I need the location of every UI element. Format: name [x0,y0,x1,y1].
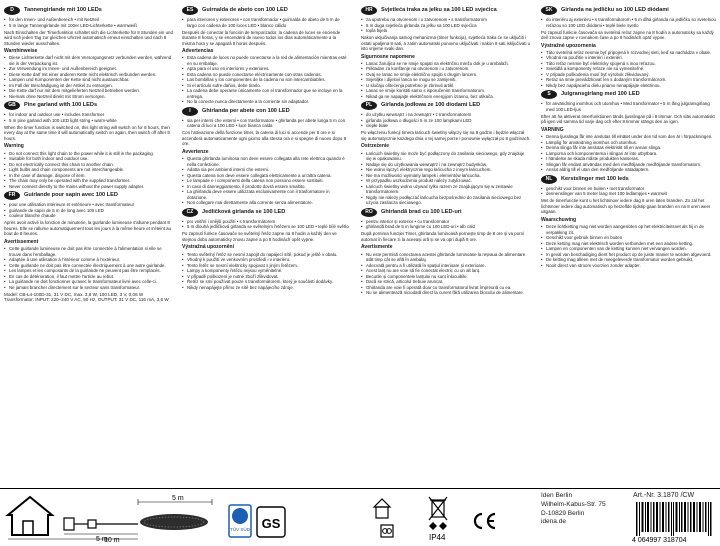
list-item: • Dacă se strică, articolul trebuie aruncat. [361,279,531,285]
indoor-outdoor-icon [372,496,392,520]
weee-bin-icon [428,496,448,522]
warnings-pl [361,151,531,206]
list-item: • Denna ljusslinga får inte anslutas till elnätet under den tid som den är i förpackningen. [541,134,716,140]
section-header-fr [4,191,174,200]
adapter-icon [64,518,96,530]
list-item: • Die Kette darf nur mit dem mitgelieferten Netzteil betrieben werden. [4,88,174,94]
list-item: • für den Innen- und Außenbereich • mit Netzteil [4,17,174,23]
ip44-rating-icon [426,522,452,542]
section-title-nl: Kerstslinger met 100 leds [561,175,629,182]
pine-garland-icon [140,514,208,530]
transformer-line: Transformator: INPUT: 220–240 V AC, 50 Hz, OUTPUT: 31 V DC, 116 mA, 3,6 W [4,297,169,303]
list-item: • Adaptée à une utilisation à l'intérieur comme à l'extérieur. [4,257,174,263]
list-item: • V případě poškození je nutné zboží zlikvidovat. [182,274,350,280]
warning-title-ro: Avertismente [361,244,393,251]
list-item: • La guirlande ne doit fonctionner qu'avec le transformateur livré avec celle-ci. [4,279,174,285]
lang-badge-de: D [4,6,20,15]
bullets-pl [361,112,531,129]
list-item: • för användning inomhus och utomhus • Med transformator • 5 m lång julgransgirlang med 100 LED-ljus [541,101,716,112]
list-item: • In geval van beschadiging dient het product op de juiste manier te worden afgevoerd. [541,252,716,258]
list-item: • Acest lanț nu are voie să fie conectat electric cu un alt lanț. [361,268,531,274]
list-item: • Cette guirlande lumineuse ne doit pas être connectée à l'alimentation si elle se trouve dans l'emballage. [4,246,174,257]
section-title-ro: Ghirlandă brad cu 100 LED-uri [381,208,462,215]
list-item: • Le lampade e i componenti della catena non possono essere sostituiti. [182,178,350,184]
list-item: • Questa catena non deve essere collegata elettricamente a un'altra catena. [182,173,350,179]
list-item: • Vhodný k použití ve venkovním prostředí i v interiéru. [182,257,350,263]
list-item: • Ghirlanda are voie fi operată doar cu transformatorul livrat împreună cu ea. [361,285,531,291]
lang-badge-cz: CZ [182,208,198,217]
list-item: • In caso di danneggiamento, il prodotto dovrà essere smaltito. [182,184,350,190]
bullets-cz [182,219,350,230]
gs-label: GS [261,516,281,531]
list-item: • Cette guirlande ne doit pas être connectée électriquement à une autre guirlande. [4,263,174,269]
address-street: Wilhelm-Kabus-Str. 75 [541,500,606,508]
column-3 [361,4,531,297]
list-item: • V prípade poškodenia musí byť výrobok zlikvidovaný. [541,72,716,78]
tuv-label: TÜV SÜD [230,527,250,532]
list-item: • do użytku wewnątrz i na zewnątrz • z transformatorem [361,112,531,118]
ce-mark-icon [470,512,498,530]
company-address [541,492,606,527]
list-item: • Suitable for both indoor and outdoor use. [4,156,174,162]
list-item: • para interiores y exteriores • con transformador • guirnalda de abeto de 5 m de largo con cadena de 100 luces LED • blanco cálido [182,17,350,28]
bullets-se [541,101,716,112]
list-item: • Questa ghirlanda luminosa non deve essere collegata alla rete elettrica quando è nella confezione. [182,156,350,167]
bullets-ro [361,219,531,230]
list-item: • I händelse av skada måste produkten kasseras. [541,156,716,162]
list-item: • In the case of damage, dispose of item. [4,173,174,179]
warnings-fr [4,246,174,290]
bullets-fr [4,202,174,219]
dimension-label-5m-bottom: 5 m [96,536,108,543]
warnings-it [182,156,350,206]
section-header-se [541,90,716,99]
list-item: • Svietidlá a komponenty reťaze nie sú vymeniteľné. [541,66,716,72]
list-item: • couleur blanche chaude [4,213,174,219]
section-header-sk [541,6,716,15]
list-item: • Esta cadena de luces no puede conectarse a la red de alimentación mientras esté en su embalaje. [182,55,350,66]
warning-title-nl: Waarschuwing [541,216,577,223]
warning-title-cz: Výstražná upozornění [182,244,234,251]
address-city: D-10829 Berlin [541,509,585,517]
list-item: • Nikdy nenapájejte přímo ze sítě bez napájecího zdroje. [182,285,350,291]
list-item: • Deze lichtketting mag niet worden aangesloten op het elektriciteitsnet als hij in de verpakking zit. [541,224,716,235]
list-item: • Řetěz se smí používat pouze s transformátorem, který je součástí dodávky. [182,279,350,285]
lang-badge-hr: HR [361,6,377,15]
bullets-es [182,17,350,28]
list-item: • Lämplig för användning inomhus och utomhus. [541,140,716,146]
list-item: • Light bulbs and chain components are not interchangeable. [4,167,174,173]
list-item: • Slingan får endast användas med den medföljande medföljande transformatorn. [541,162,716,168]
section-header-ro [361,208,531,217]
bottom-divider [0,488,720,489]
bullets-it [182,118,350,129]
section-title-cz: Jedličková girlanda se 100 LED [202,208,286,215]
section-header-de [4,6,174,15]
warning-title-es: Advertencias [182,48,214,55]
warning-title-hr: Sigurnosne napomene [361,53,415,60]
timer-text-pl: Po włączeniu funkcji timera łańcuch świetlny włączy się na 8 godzin i będzie włączał się automatycznie każdego dnia o tej samej porze i ponownie wyłączał po 8 godzinach. [361,130,531,141]
warning-title-fr: Avertissement [4,238,39,245]
list-item: • Nikad ga ne napajajte električnom energijom izravno, bez utikača. [361,94,531,100]
list-item: • Diese Kette darf mit einer anderen Kette nicht elektrisch verbunden werden. [4,72,174,78]
list-item: • Nie wolno łączyć elektrycznie tego łańcucha z innym łańcuchem. [361,167,531,173]
list-item: • Do not connect this light chain to the power while it is still in the packaging. [4,151,174,157]
list-item: • za upotrebu na otvorenom i u zatvorenom • s transformatorom [361,17,531,23]
list-item: • Prikladan za korištenje na otvorenom i u zatvorenom. [361,66,531,72]
warnings-sk [541,50,716,89]
timer-text-gb: When the timer function is switched on, this light string will switch on for 8 hours, then every day at the same time it will automatically switch on again, then switch off after 8 hours. [4,124,170,141]
column-4 [541,4,716,270]
lang-badge-nl: NL [541,175,557,184]
model-info [4,292,174,303]
section-title-fr: Guirlande pour sapin avec 100 LED [24,192,118,199]
wiring-diagram [4,491,216,543]
lang-badge-gb: GB [4,101,20,110]
section-title-es: Guirnalda de abeto con 100 LED [202,7,288,13]
list-item: • topla bijela [361,28,531,34]
section-title-se: Julgransgirlang med 100 LED [561,91,640,98]
list-item: • 5 m dlouhá jedličková girlanda se světelným řetězem se 100 LED • teplé bílé světlo [182,224,350,230]
warning-title-it: Avvertenze [182,148,209,155]
address-company: Iden Berlin [541,492,573,499]
list-item: • geschikt voor binnen en buiten • met transformator [541,186,716,192]
lang-badge-sk: SK [541,6,557,15]
timer-text-cz: Po zapnutí funkce časovače se světelný řetěz zapne na 8 hodin a každý den ve stejnou dobu automaticky znovu zapne a po 8 hodinách opět vypne. [182,231,337,242]
article-number: Art.-Nr. 3.1870 /CW [633,492,695,499]
timer-text-fr: Après avoir activé la fonction de minuterie, la guirlande lumineuse s'allume pendant 8 heures. Elle se rallume automatiquement tous les jours à la même heure et s'éteint au bout de 8 heures. [4,220,172,237]
timer-text-nl: Met de timerfunctie kunt u het lichtsnoer iedere dag 8 uren laten branden. Zo zal het lichtsnoer iedere dag automatisch op hetzelfde tijdstip gaan branden en na 8 uren weer uitgaan. [541,198,711,215]
list-item: • Adatta sia per ambienti interni che esterni. [182,167,350,173]
list-item: • for indoor and outdoor use • includes transformer [4,112,174,118]
list-item: • Łańcuch świetlny nie może być podłączony do zasilania sieciowego, gdy znajduje się w opakowaniu. [361,151,531,162]
timer-text-de: Nach Einschalten der Timerfunktion schaltet sich die Lichterkette für 8 Stunden ein und wird sich jeden Tag zur gleichen Uhrzeit automatisch erneut einschalten und nach 8 Stunden wieder ausschalten. [4,29,173,46]
timer-text-se: Efter att ha aktiverat timerfunktionen tänds ljusslingan på i 8 timmar. Och släs automatiskt på igen vid samma tid varje dag och efter 8 timmar stängs den av igen. [541,113,715,125]
address-website: idena.de [541,518,566,526]
bullets-nl [541,186,716,197]
list-item: • En cas de détérioration, il faut mettre l'article au rebut. [4,274,174,280]
list-item: • La cadena debe operarse únicamente con el transformador que se incluye en la entrega. [182,88,350,99]
list-item: • Nadaje się do użytkowania wewnątrz i na zewnątrz budynków. [361,162,531,168]
list-item: • W przypadku uszkodzenia produkt należy zutylizować. [361,178,531,184]
timer-text-hr: Nakon uključivanja satnog mehanizma (timer funkcija), svjetleća traka će se uključiti i ostati upaljena 8 sati, a zatim automatski ponovno uključivati i nakon 8 sati isključivati u isto vrijeme svaki dan. [361,35,531,52]
list-item: • Lamporna och komponenterna i slingan är inte utbytbara. [541,151,716,157]
dimension-label-10m: 10 m [104,537,120,543]
warnings-de [4,55,174,99]
list-item: • Lampen und Komponenten der Kette sind nicht austauschbar. [4,77,174,83]
section-header-gb [4,101,174,110]
list-item: • Reťaz sa smie prevádzkovať len s dodaným transformátorom. [541,77,716,83]
list-item: • Diese Lichterkette darf nicht mit dem Versorgungsnetz verbunden werden, während sie in der Verpackung ist. [4,55,174,66]
list-item: • Ovaj se lanac ne smije električno spojiti s drugim lancem. [361,72,531,78]
lang-badge-se: S [541,90,557,99]
list-item: • girlanda jodłowa o długości 5 m ze 100 lampkami LED [361,118,531,124]
list-item: • Nie ma możliwości wymiany lampek i elementów łańcucha. [361,173,531,179]
model-line: Model: CB-L4-100D-31, 31 V DC, max. 3,6 W, 100 LED, 3 V, 0,06 W [4,291,144,297]
lang-badge-pl: PL [361,101,377,110]
list-item: • Lampy a komponenty řetězu nejsou vyměnitelné. [182,268,350,274]
list-item: • Nu se alimentează niciodată direct la curent fără utilizarea blocului de alimentare. [361,290,531,296]
warnings-se [541,134,716,173]
tuv-certification-icon [228,504,252,538]
list-item: • Esta cadena no puede conectarse eléctricamente con otras cadenas. [182,72,350,78]
list-item: • pentru interior și exterior • cu transformator [361,219,531,225]
list-item: • do interiéru aj exteriéru • s transformátorom • 5 m dlhá girlanda na jedličku so svetelnou reťazou so 100 LED diódami • teplé biele svetlo [541,17,716,28]
section-title-gb: Pine garland with 100 LEDs [24,102,98,109]
section-title-de: Tannengirlande mit 100 LEDs [24,7,102,13]
list-item: • ghirlandă brad de 5 m lungime cu 100 LED-uri • alb cald [361,224,531,230]
list-item: • Lampen en componenten van de ketting kunnen niet vervangen worden. [541,246,716,252]
list-item: • pour une utilisation intérieure et extérieure • avec transformateur [4,202,174,208]
list-item: • Vhodná na použitie v interiéri i exteriéri. [541,55,716,61]
warnings-gb [4,151,174,190]
list-item: • pro vnitřní i vnější použití • s transformátorem [182,219,350,225]
warning-title-se: VARNING [541,126,564,133]
list-item: • Adecvată pentru a fi utilizată în spațiul interioare și exterioare. [361,263,531,269]
list-item: • Lanac žaruljica se ne smije spajati na električnu mrežu dok je u ambalaži. [361,61,531,67]
list-item: • Nooit direct van stroom voorzien zonder adapter. [541,263,716,269]
section-title-it: Ghirlanda per abete con 100 LED [202,107,290,114]
barcode-digits: 4 064997 318704 [632,537,687,544]
section-title-pl: Girlanda jodłowa ze 100 diodami LED [381,102,481,109]
list-item: • sia per interni che esterni • con trasformatore • ghirlanda per abete lunga 5 m con catena di luci a 100 LED • luce bianca calda [182,118,350,129]
timer-text-ro: După pornirea funcției Timer, ghirlanda luminoasă pornește timp de 8 ore și va porni automat în fiecare zi la aceeași oră și se va opri după 8 ore. [361,231,525,242]
lang-badge-ro: RO [361,208,377,217]
list-item: • Tento řetěz se nesmí elektricky spojovat s jiným řetězem. [182,263,350,269]
list-item: • 5 m pine garland with 100 LED light string • warm-white [4,118,174,124]
warnings-nl [541,224,716,268]
section-header-cz [182,208,350,217]
list-item: • Never connect directly to the mains without the power supply adapter. [4,184,174,190]
list-item: • Lanac se smije koristiti samo s isporučenim transformatorom. [361,88,531,94]
list-item: • U slučaju oštećenja potrebno je zbrinuti artikl. [361,83,531,89]
list-item: • Táto svetelná reťaz nesmie byť pripojená k rozvodnej sieti, keď sa nachádza v obale. [541,50,716,56]
gs-mark-icon [256,506,286,538]
list-item: • Nigdy nie należy podłączać łańcucha bezpośrednio do zasilania sieciowego bez użycia zasilacza sieciowego. [361,195,531,206]
list-item: • Denna slinga får inte anslutas elektriskt till en annan slinga. [541,145,716,151]
timer-text-sk: Po zapnutí funkcie časovača sa svetelná reťaz zapne na 8 hodín a automaticky sa každý deň znova zapne v rovnakom čase a po 8 hodinách opäť vypne. [541,29,714,41]
column-1 [4,4,174,303]
section-header-hr [361,6,531,15]
list-item: • Las bombillas y los componentes de la cadena no son intercambiables. [182,77,350,83]
warnings-cz [182,252,350,291]
list-item: • Im Fall der Beschädigung ist der Artikel zu entsorgen. [4,83,174,89]
house-icon [8,497,52,535]
timer-text-it: Con l'attivazione della funzione timer, la catena di luci si accende per 8 ore e si accenderà automaticamente ogni giorno alla stessa ora e si spegne di nuovo dopo 8 ore. [182,130,347,147]
barcode-icon [632,502,716,544]
list-item: • Do not electrically connect this chain to another chain. [4,162,174,168]
warning-title-de: Warnhinweise [4,48,38,55]
section-header-nl [541,175,716,184]
list-item: • Anslut aldrig till el utan den medföljande nätadaptern. [541,167,716,173]
list-item: • ciepłe białe [361,123,531,129]
list-item: • Les lampes et les composants de la guirlande ne peuvent pas être remplacés. [4,268,174,274]
list-item: • Becurile și componentele lanțului nu sunt înlocuibile. [361,274,531,280]
warnings-es [182,55,350,105]
list-item: • Apta para el uso en interiores y exteriores. [182,66,350,72]
column-2 [182,4,350,292]
bullets-de [4,17,174,28]
list-item: • De ketting mag alleen met de meegeleverde transformator worden gebruikt. [541,257,716,263]
list-item: • No la conecte nunca directamente a la corriente sin adaptador. [182,99,350,105]
list-item: • Ne jamais brancher directement sur le secteur sans transformateur. [4,285,174,291]
section-header-es [182,6,350,15]
list-item: • Tento světelný řetěz se nesmí zapojit do napájecí sítě, pokud je ještě v obalu. [182,252,350,258]
lang-badge-fr: FR [4,191,20,200]
timer-text-es: Después de conectar la función de temporizador, la cadena de luces se enciende durante 8 horas, y se encenderá de nuevo todos los días automáticamente a la misma hora y se apagará 8 horas después. [182,29,341,46]
warning-title-gb: Warning [4,143,24,150]
bullets-hr [361,17,531,34]
list-item: • Zur Verwendung im Innen- und Außenbereich geeignet. [4,66,174,72]
list-item: • La ghirlanda deve essere utilizzata esclusivamente con il trasformatore in dotazione. [182,189,350,200]
warning-title-sk: Výstražné upozornenia [541,42,596,49]
list-item: • Svjetiljke i dijelovi lanca se mogu se zamijeniti. [361,77,531,83]
warnings-ro [361,252,531,296]
ip44-label: IP44 [429,533,446,542]
dimension-label-5m-top: 5 m [172,495,184,502]
bullets-gb [4,112,174,123]
list-item: • Niemals ohne Netzteil direkt mit Strom versorgen. [4,94,174,100]
list-item: • guirlande de sapin de 5 m de long avec 100 LED [4,208,174,214]
list-item: • Si el artículo sufre daños, debe tirarlo. [182,83,350,89]
list-item: • Łańcuch świetlny wolno używać tylko razem ze znajdującym się w zestawie transformatorem. [361,184,531,195]
lang-badge-it: I [182,107,198,116]
list-item: • Geschikt voor gebruik binnen en buiten [541,235,716,241]
list-item: • Nu este permisă conectarea acestei ghirlande luminoase la rețeaua de alimentare atât timp cât se află în ambalaj. [361,252,531,263]
section-header-pl [361,101,531,110]
list-item: • Deze ketting mag niet elektrisch worden verbonden met een andere ketting. [541,241,716,247]
section-header-it [182,107,350,116]
section-title-sk: Girlanda na jedličku so 100 LED diódami [561,7,669,13]
bullets-sk [541,17,716,28]
list-item: • dennenslinger van 5 meter lang met 100 ledlampjes • warmwit [541,191,716,197]
list-item: • 5 m duga svjetleća girlanda za jelku sa 100 LED svjećica [361,23,531,29]
safety-transformer-icon [380,524,394,538]
list-item: • 5 m lange Tannengirlande mit 100er LED-Lichterkette • warmweiß [4,23,174,29]
warnings-hr [361,61,531,100]
list-item: • Non collegare mai direttamente alla corrente senza alimentatore. [182,200,350,206]
list-item: • The chain may only be operated with the supplied transformer. [4,178,174,184]
list-item: • Nikdy bez napájacieho dielu priamo nenapájajte elektrinou. [541,83,716,89]
section-title-hr: Svjetleća traka za jelku sa 100 LED svjećica [381,7,497,13]
lang-badge-es: ES [182,6,198,15]
warning-title-pl: Ostrzeżenie [361,143,390,150]
list-item: • Táto reťaz nesmie byť elektricky spojená s inou reťazou. [541,61,716,67]
